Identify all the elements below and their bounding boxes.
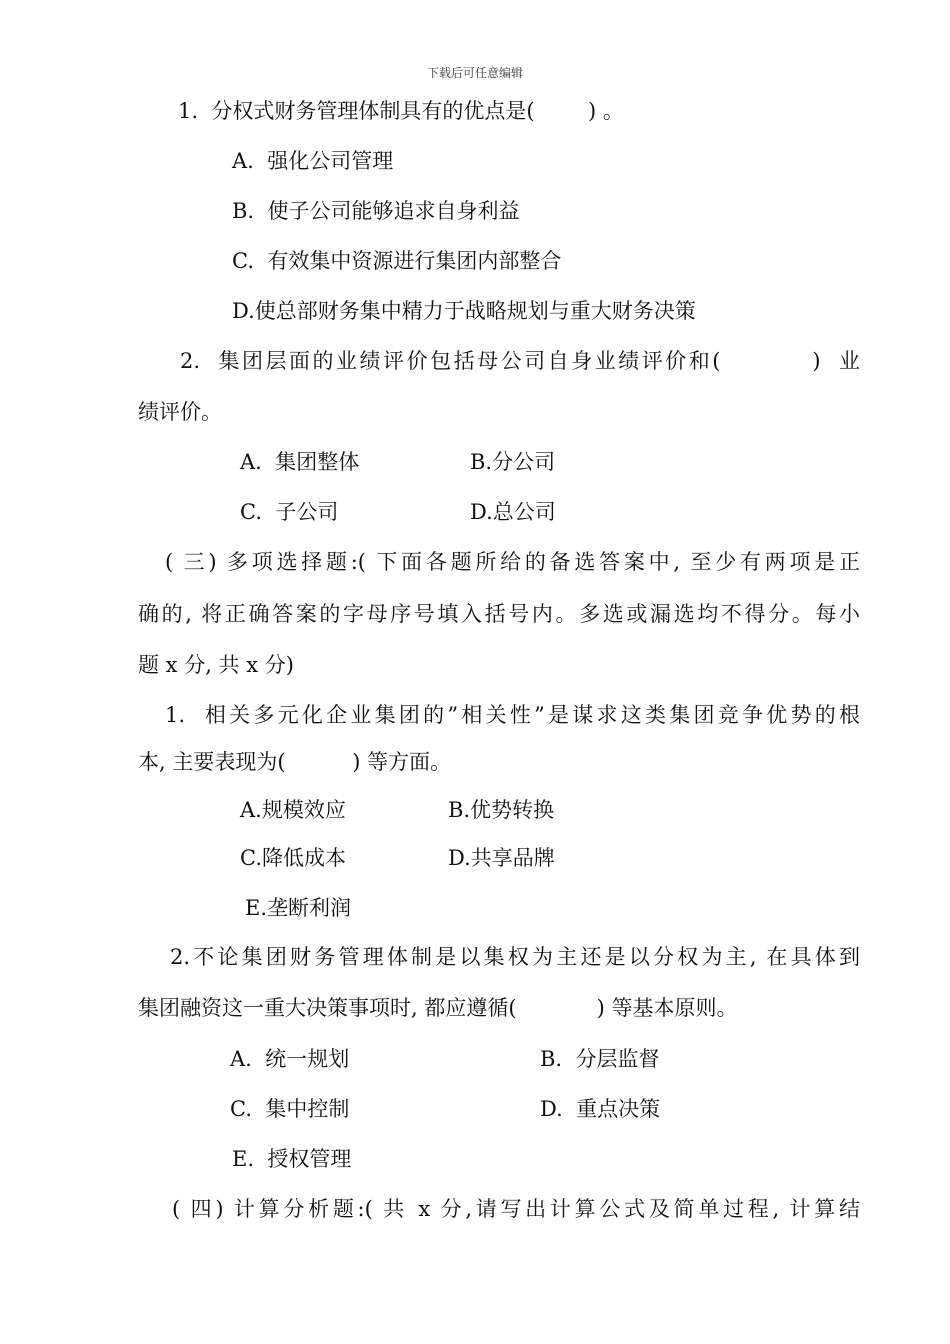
- option-c: C. 子公司: [240, 500, 339, 524]
- question-stem: 1. 相关多元化企业集团的”相关性”是谋求这类集团竞争优势的根: [165, 703, 860, 727]
- option-b: B.优势转换: [448, 798, 555, 822]
- option-a: A. 强化公司管理: [232, 149, 394, 173]
- page-header: 下载后可任意编辑: [426, 66, 523, 80]
- section-heading: ( 三) 多项选择题:( 下面各题所给的备选答案中, 至少有两项是正: [165, 550, 860, 574]
- option-c: C. 有效集中资源进行集团内部整合: [232, 249, 562, 273]
- option-d: D.共享品牌: [448, 846, 555, 870]
- option-b: B. 分层监督: [540, 1047, 660, 1071]
- option-e: E.垄断利润: [245, 896, 352, 920]
- option-a: A. 集团整体: [240, 450, 360, 474]
- section-heading: ( 四) 计算分析题:( 共 x 分,请写出计算公式及简单过程, 计算结: [172, 1197, 860, 1221]
- option-c: C. 集中控制: [230, 1097, 350, 1121]
- question-stem-continued: 集团融资这一重大决策事项时, 都应遵循( ) 等基本原则。: [138, 996, 738, 1020]
- question-stem-continued: 绩评价。: [138, 400, 222, 424]
- question-stem: 2. 集团层面的业绩评价包括母公司自身业绩评价和( ) 业: [180, 349, 860, 373]
- option-e: E. 授权管理: [232, 1147, 352, 1171]
- option-d: D.使总部财务集中精力于战略规划与重大财务决策: [232, 299, 696, 323]
- option-b: B.分公司: [470, 450, 556, 474]
- section-heading-continued: 题 x 分, 共 x 分): [138, 653, 294, 677]
- option-a: A.规模效应: [240, 798, 346, 822]
- question-stem: 2.不论集团财务管理体制是以集权为主还是以分权为主, 在具体到: [170, 945, 860, 969]
- option-a: A. 统一规划: [230, 1047, 350, 1071]
- option-b: B. 使子公司能够追求自身利益: [232, 199, 520, 223]
- section-heading-continued: 确的, 将正确答案的字母序号填入括号内。多选或漏选均不得分。每小: [138, 602, 860, 626]
- option-d: D. 重点决策: [540, 1097, 661, 1121]
- option-d: D.总公司: [470, 500, 556, 524]
- option-c: C.降低成本: [240, 846, 346, 870]
- question-stem: 1. 分权式财务管理体制具有的优点是( ) 。: [178, 99, 624, 123]
- question-stem-continued: 本, 主要表现为( ) 等方面。: [138, 750, 452, 774]
